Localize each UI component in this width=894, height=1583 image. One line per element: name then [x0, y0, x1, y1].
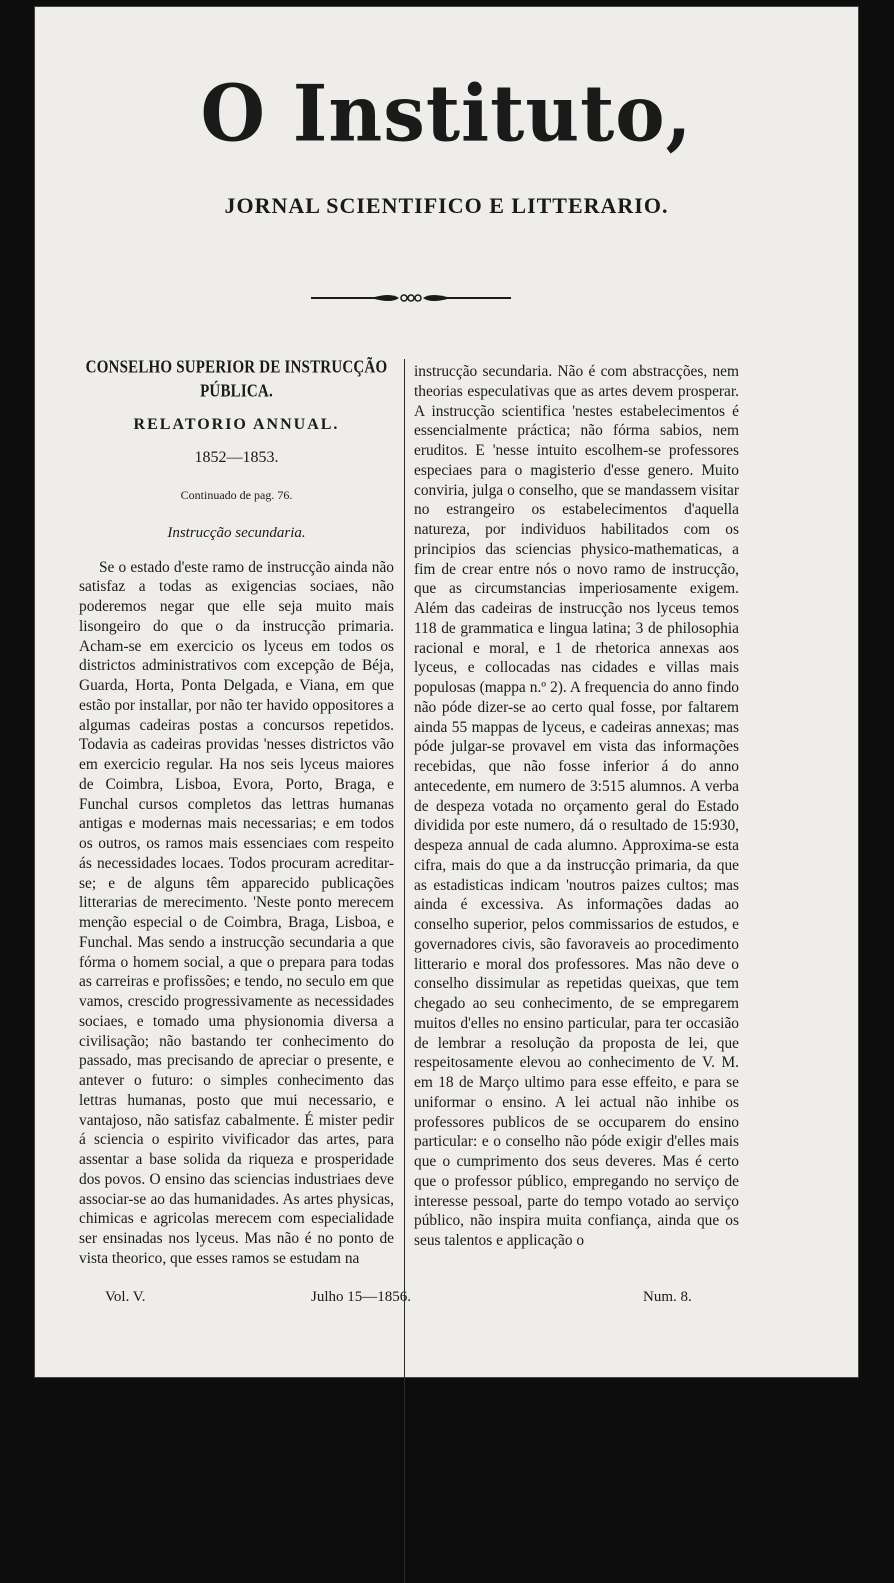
ornament-divider [311, 292, 511, 304]
newspaper-page [34, 6, 859, 1378]
right-column-text: instrucção secundaria. Não é com abstracções, nem theorias especulativas que as artes devem prosperar. A instrucção scientifica 'nestes estabelecimentos é essencialmente práctica; não fórma sabios, nem eruditos. E 'nesse intuito escolhem-se professores especiaes para o magisterio d'esse genero. Muito conviria, julga o conselho, que se mandassem visitar no estrangeiro os estabelecimentos d'aquella natureza, por individuos habilitados com os principios das sciencias physico-mathematicas, a fim de crear entre nós o novo ramo de instrucção, que as circumstancias imperiosamente exigem. Além das cadeiras de instrucção nos lyceus temos 118 de grammatica e lingua latina; 3 de philosophia racional e moral, e 1 de rhetorica annexas aos lyceus, e collocadas nas cidades e villas mais populosas (mappa n.º 2). A frequencia do anno findo não póde dizer-se ao certo qual fosse, por faltarem ainda 55 mappas de lyceus, e cadeiras annexas; mas póde julgar-se provavel em vista das informações recebidas, que não fosse inferior á do anno antecedente, em numero de 3:515 alumnos. A verba de despeza votada no orçamento geral do Estado dividida por este numero, dá o resultado de 15:930, despeza annual de cada alumno. Approxima-se esta cifra, mais do que a da instrucção primaria, da que as estadisticas indicam 'noutros paizes cultos; mas ainda é excessiva. As informações dadas ao conselho superior, pelos commissarios de estudos, e governadores civis, são favoraveis ao procedimento litterario e moral dos professores. Mas não deve o conselho dissimular as repetidas queixas, que tem chegado ao seu conhecimento, de se empregarem muitos d'elles no ensino particular, para ter occasião de lembrar a resolução da proposta de lei, que respeitosamente elevou ao conhecimento de V. M. em 18 de Março ultimo para esse effeito, e para se uniformar o ensino. A lei actual não inhibe os professores publicos de se occuparem do ensino particular: e o conselho não póde exigir d'elles mais que o cumprimento dos seus deveres. Mas é certo que o professor público, empregando no serviço de interesse pessoal, parte do tempo votado ao serviço público, não inspira muita confiança, ainda que os seus talentos e applicação o [414, 363, 739, 1249]
column-rule [404, 359, 405, 1583]
footer-volume: Vol. V. [105, 1289, 146, 1305]
section-title: Instrucção secundaria. [167, 524, 306, 541]
journal-title: O Instituto, [200, 68, 693, 160]
council-heading: CONSELHO SUPERIOR DE INSTRUCÇÃO PÚBLICA. [85, 358, 388, 402]
journal-subtitle: JORNAL SCIENTIFICO E LITTERARIO. [224, 193, 669, 218]
right-column [414, 362, 739, 1251]
continued-note: Continuado de pag. 76. [180, 488, 293, 502]
footer-number: Num. 8. [643, 1289, 692, 1305]
masthead [35, 68, 858, 219]
report-years: 1852—1853. [194, 449, 279, 467]
left-column [79, 358, 394, 1269]
footer-date: Julho 15—1856. [311, 1289, 412, 1305]
left-column-text: Se o estado d'este ramo de instrucção ainda não satisfaz a todas as exigencias sociaes, não poderemos negar que elle seja muito mais lisongeiro do que o da instrucção primaria. Acham-se em exercicio os lyceus em todos os districtos administrativos com excepção de Béja, Guarda, Horta, Ponta Delgada, e Viana, em que estão por installar, por não ter havido oppositores a algumas cadeiras postas a concursos repetidos. Todavia as cadeiras providas 'nesses districtos vão em exercicio regular. Ha nos seis lyceus maiores de Coimbra, Lisboa, Evora, Porto, Braga, e Funchal cursos completos das lettras humanas antigas e modernas mais necessarias; e em todos os outros, os ramos mais essenciaes com respeito ás necessidades locaes. Todos procuram acreditar-se; e de alguns têm apparecido publicações litterarias de merecimento. 'Neste ponto merecem menção especial o de Coimbra, Braga, Lisboa, e Funchal. Mas sendo a instrucção secundaria a que fórma o homem social, a que o prepara para todas as carreiras e profissões; e tendo, no seculo em que vamos, crescido progressivamente as necessidades sociaes, e tomado uma physionomia diversa a civilisação; não bastando ter conhecimento do passado, mas precisando de apreciar o presente, e antever o futuro: o simples conhecimento das lettras humanas, posto que mui necessario, e vantajoso, não satisfaz cabalmente. É mister pedir á sciencia o espirito vivificador das artes, para assentar a base solida da riqueza e prosperidade dos povos. O ensino das sciencias industriaes deve associar-se ao das humanidades. As artes physicas, chimicas e agricolas merecem com especialidade ser ensinadas nos lyceus. Mas não é no ponto de vista theorico, que esses ramos se estudam na [79, 558, 394, 1267]
report-heading: RELATORIO ANNUAL. [133, 415, 340, 433]
